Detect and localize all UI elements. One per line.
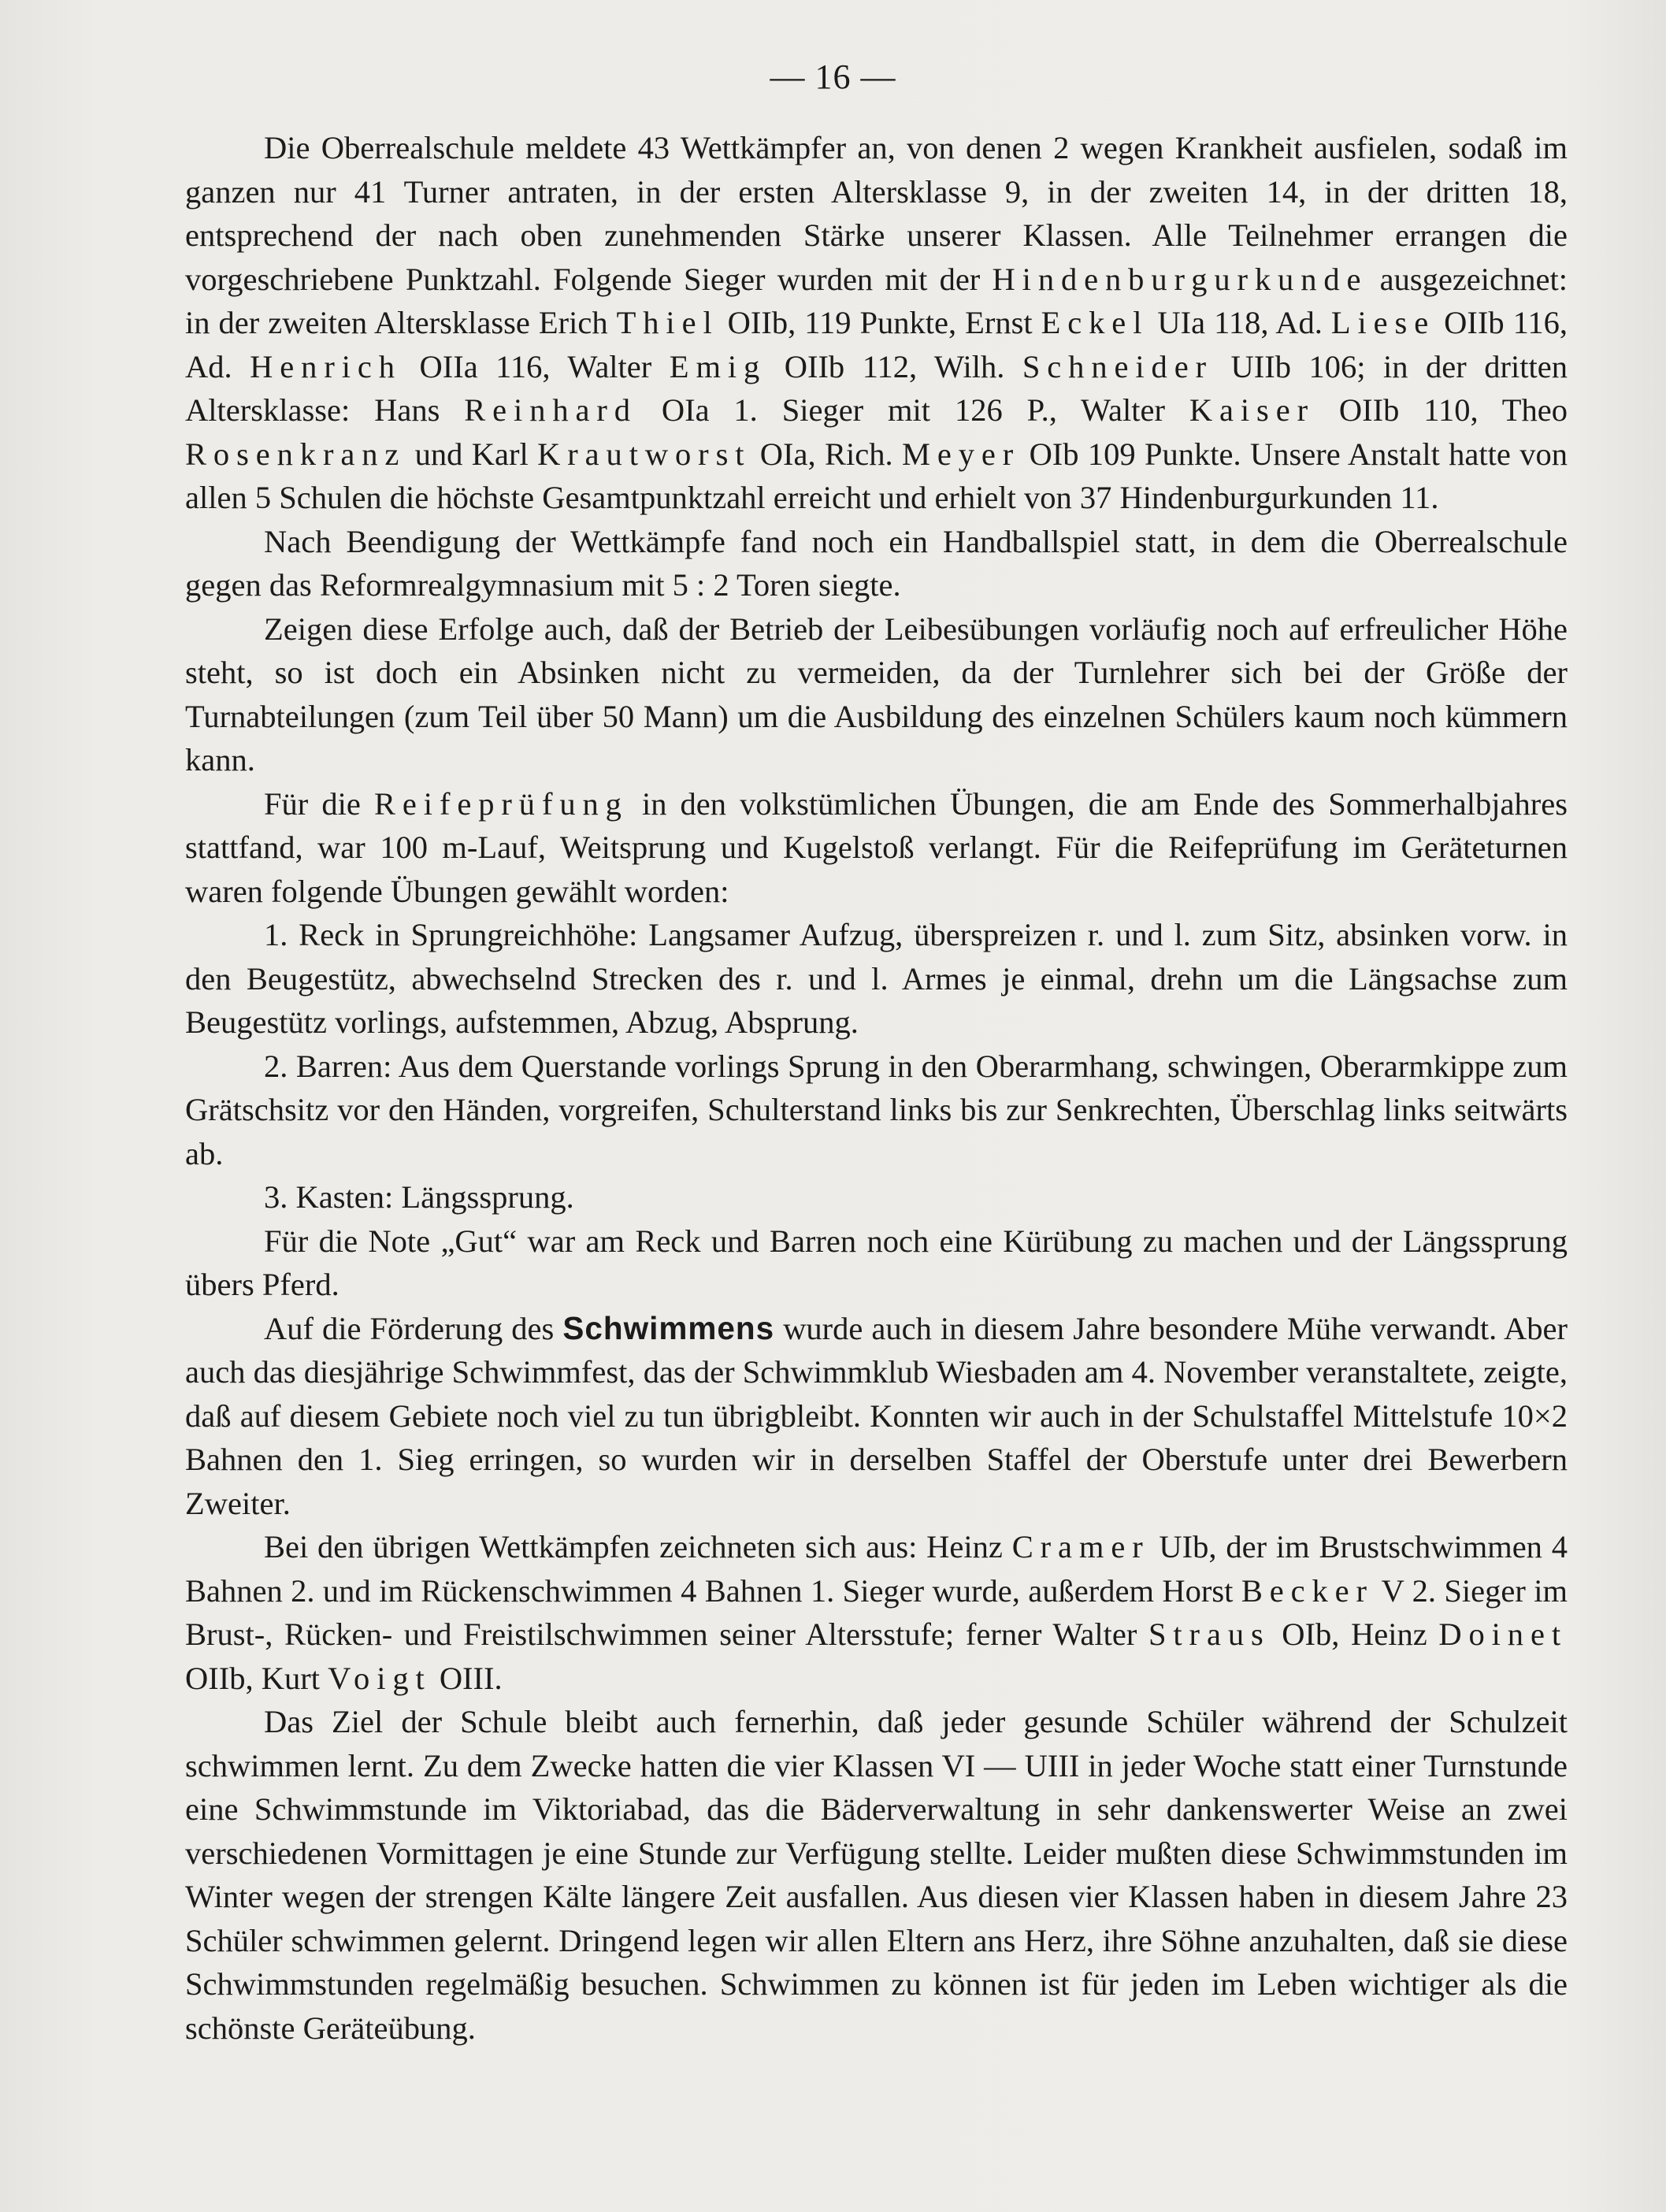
spaced-name: Rosenkranz (185, 436, 406, 472)
paragraph (185, 1307, 1568, 1526)
text-run: OIIb, 119 Punkte, Ernst (718, 305, 1041, 340)
paragraph (185, 1219, 1568, 1307)
spaced-name: Cramer (1011, 1529, 1150, 1564)
spaced-name: Straus (1148, 1616, 1271, 1652)
text-run: UIb, der im Brustschwimmen 4 Bahnen 2. und im Rückenschwimmen 4 Bahnen 1. Sieger wurde, außerdem Horst (185, 1529, 1568, 1609)
text-run: Nach Beendigung der Wettkämpfe fand noch ein Handballspiel statt, in dem die Oberrealschule gegen das Reformrealgymnasium mit 5 : 2 Toren siegte. (185, 523, 1568, 603)
spaced-name: Henrich (250, 348, 402, 384)
text-run: OIIb 112, Wilh. (766, 348, 1022, 384)
text-run: Auf die Förderung des (264, 1310, 563, 1346)
text-run: OIb, Heinz (1270, 1616, 1439, 1652)
text-run: wurde auch in diesem Jahre besondere Mühe verwandt. Aber auch das diesjährige Schwimmfest, das der Schwimmklub Wiesbaden am 4. November veranstaltete, zeigte, daß auf diesem Gebiete noch viel zu tun übrigbleibt. Konnten wir auch in der Schulstaffel Mittelstufe 10×2 Bahnen den 1. Sieg erringen, so wurden wir in derselben Staffel der Oberstufe unter drei Bewerbern Zweiter. (185, 1310, 1568, 1521)
text-run: in den volkstümlichen Übungen, die am Ende des Sommerhalbjahres stattfand, war 100 m-Lauf, Weitsprung und Kugelstoß verlangt. Für die Reifeprüfung im Geräteturnen waren folgende Übungen gewählt worden: (185, 785, 1568, 909)
bold-term: Schwimmens (562, 1309, 775, 1346)
paragraph (185, 782, 1568, 914)
spaced-name: Schneider (1022, 348, 1213, 384)
text-run: 2. Barren: Aus dem Querstande vorlings Sprung in den Oberarmhang, schwingen, Oberarmkippe zum Grätschsitz vor den Händen, vorgreifen, Schulterstand links bis zur Senkrechten, Überschlag links seitwärts ab. (185, 1048, 1568, 1171)
spaced-name: Eckel (1041, 305, 1149, 340)
text-run: OIII. (431, 1660, 503, 1696)
paragraph (185, 520, 1568, 607)
body-text (185, 126, 1568, 2050)
spaced-name: Reinhard (464, 392, 637, 428)
text-run: und Karl (406, 436, 538, 472)
text-run: OIa 1. Sieger mit 126 P., Walter (636, 392, 1189, 428)
spaced-name: Becker (1241, 1572, 1374, 1609)
text-run: OIb 109 Punkte. Unsere Anstalt hatte von allen 5 Schulen die höchste Gesamtpunktzahl erreicht und erhielt von 37 Hindenburgurkunden 11. (185, 436, 1568, 515)
text-run: Die Oberrealschule meldete 43 Wettkämpfer an, von denen 2 wegen Krankheit ausfielen, sodaß im ganzen nur 41 Turner antraten, in der ersten Altersklasse 9, in der zweiten 14, in der dritten 18, entsprechend der nach oben zunehmenden Stärke unserer Klassen. Alle Teilnehmer errangen die vorgeschriebene Punktzahl. Folgende Sieger wurden mit der (185, 130, 1568, 297)
spaced-name: Emig (669, 348, 767, 384)
spaced-name: Kaiser (1189, 392, 1315, 428)
text-run: OIIb 116, Ad. (185, 305, 1568, 384)
paragraph (185, 1175, 1568, 1219)
paragraph (185, 126, 1568, 520)
paragraph (185, 1525, 1568, 1700)
paragraph (185, 1045, 1568, 1176)
spaced-name: Krautworst (537, 436, 751, 472)
text-run: ausgezeichnet: in der zweiten Altersklasse Erich (185, 261, 1568, 340)
text-run: Zeigen diese Erfolge auch, daß der Betrieb der Leibesübungen vorläufig noch auf erfreulicher Höhe steht, so ist doch ein Absinken nicht zu vermeiden, da der Turnlehrer sich bei der Größe der Turnabteilungen (zum Teil über 50 Mann) um die Ausbildung des einzelnen Schülers kaum noch kümmern kann. (185, 611, 1568, 778)
text-run: OIIa 116, Walter (401, 348, 670, 384)
spaced-name: Reifeprüfung (373, 785, 629, 822)
text-run: 3. Kasten: Längssprung. (264, 1179, 574, 1215)
spaced-name: Doinet (1438, 1616, 1568, 1652)
spaced-name: Voigt (328, 1660, 432, 1696)
text-run: Für die (264, 785, 374, 822)
page-number: — 16 — (770, 58, 896, 96)
spaced-name: Meyer (901, 436, 1021, 472)
text-run: Das Ziel der Schule bleibt auch fernerhin, daß jeder gesunde Schüler während der Schulzeit schwimmen lernt. Zu dem Zwecke hatten die vier Klassen VI — UIII in jeder Woche statt einer Turnstunde eine Schwimmstunde im Viktoriabad, das die Bäderverwaltung in sehr dankenswerter Weise an zwei verschiedenen Vormittagen je eine Stunde zur Verfügung stellte. Leider mußten diese Schwimmstunden im Winter wegen der strengen Kälte längere Zeit ausfallen. Aus diesen vier Klassen haben in diesem Jahre 23 Schüler schwimmen gelernt. Dringend legen wir allen Eltern ans Herz, ihre Söhne anzuhalten, daß sie diese Schwimmstunden regelmäßig besuchen. Schwimmen zu können ist für jeden im Leben wichtiger als die schönste Geräteübung. (185, 1704, 1568, 2046)
text-run: Für die Note „Gut“ war am Reck und Barren noch eine Kürübung zu machen und der Längssprung übers Pferd. (185, 1223, 1568, 1302)
spaced-name: Liese (1330, 305, 1436, 340)
text-run: OIIb 110, Theo (1315, 392, 1568, 428)
text-run: V 2. Sieger im Brust-, Rücken- und Freistilschwimmen seiner Altersstufe; ferner Walter (185, 1572, 1568, 1652)
text-run: 1. Reck in Sprungreichhöhe: Langsamer Aufzug, überspreizen r. und l. zum Sitz, absinken vorw. in den Beugestütz, abwechselnd Strecken des r. und l. Armes je einmal, drehn um die Längsachse zum Beugestütz vorlings, aufstemmen, Abzug, Absprung. (185, 917, 1568, 1040)
text-run: Bei den übrigen Wettkämpfen zeichneten sich aus: Heinz (264, 1529, 1012, 1564)
text-run: OIa, Rich. (751, 436, 902, 472)
spaced-name: Thiel (616, 305, 719, 340)
paragraph (185, 913, 1568, 1045)
paragraph (185, 607, 1568, 782)
text-run: UIa 118, Ad. (1148, 305, 1331, 340)
paragraph (185, 1700, 1568, 2050)
text-run: OIIb, Kurt (185, 1660, 328, 1696)
text-run: UIIb 106; in der dritten Altersklasse: Hans (185, 348, 1568, 428)
spaced-name: Hindenburgurkunde (992, 261, 1368, 297)
